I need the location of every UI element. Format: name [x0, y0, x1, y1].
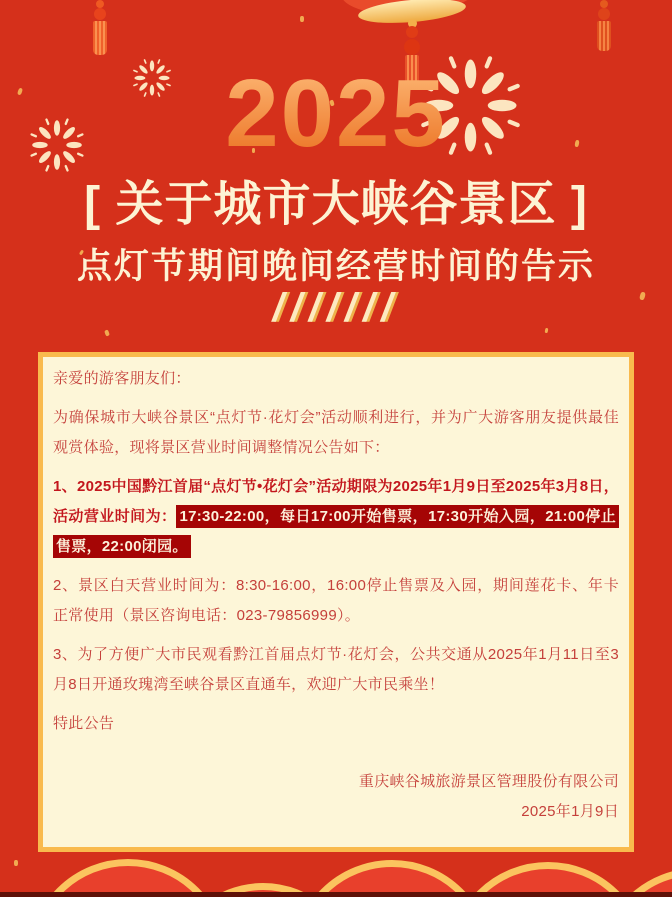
tassel-fringe — [93, 21, 107, 55]
sparkle-dot — [104, 329, 110, 336]
notice-date: 2025年1月9日 — [521, 803, 619, 820]
salutation: 亲爱的游客朋友们： — [53, 370, 191, 387]
notice-paragraph — [53, 472, 619, 562]
sparkle-dot — [545, 328, 549, 333]
slashes-decoration: /////// — [272, 286, 400, 330]
notice-text-emphasis: 1、2025中国黔江首届“点灯节•花灯会”活动期限为2025年1月9日至2025年3月8日，活动营业时间为： — [53, 478, 619, 525]
notice-paragraph — [53, 403, 619, 463]
tassel-bead — [598, 8, 610, 20]
closing: 特此公告 — [53, 715, 115, 732]
signature: 重庆峡谷城旅游景区管理股份有限公司 — [358, 773, 619, 790]
tassel-icon — [592, 0, 616, 60]
sparkle-dot — [300, 16, 304, 22]
bottom-edge-decoration — [0, 892, 672, 897]
notice-body — [53, 403, 619, 700]
tassel-bead — [96, 0, 104, 8]
tassel-bead — [600, 0, 608, 8]
notice-paragraph — [53, 640, 619, 700]
tassel-fringe — [597, 21, 611, 51]
notice-paragraph — [53, 571, 619, 631]
notice-text-normal: 2、景区白天营业时间为：8:30-16:00，16:00停止售票及入园，期间莲花卡、年卡正常使用（景区咨询电话：023-79856999）。 — [53, 577, 619, 624]
year-heading: 2025 — [0, 66, 672, 162]
tassel-icon — [88, 0, 112, 60]
sparkle-dot — [14, 860, 18, 866]
poster-subtitle: 点灯节期间晚间经营时间的告示 — [76, 247, 595, 286]
poster-title: [ 关于城市大峡谷景区 ] — [84, 178, 588, 231]
notice-text-normal: 3、为了方便广大市民观看黔江首届点灯节·花灯会，公共交通从2025年1月11日至3月8日开通玫瑰湾至峡谷景区直通车，欢迎广大市民乘坐！ — [53, 646, 619, 693]
notice-text-highlight: 17:30-22:00，每日17:00开始售票，17:30开始入园，21:00停止售票，22:00闭园。 — [53, 505, 619, 558]
lantern-tassel-bead — [406, 26, 418, 38]
notice-text-normal: 为确保城市大峡谷景区“点灯节·花灯会”活动顺利进行，并为广大游客朋友提供最佳观赏体验，现将景区营业时间调整情况公告如下： — [53, 409, 619, 456]
notice-box — [38, 352, 634, 852]
tassel-bead — [94, 8, 106, 20]
signature-block — [53, 767, 619, 827]
